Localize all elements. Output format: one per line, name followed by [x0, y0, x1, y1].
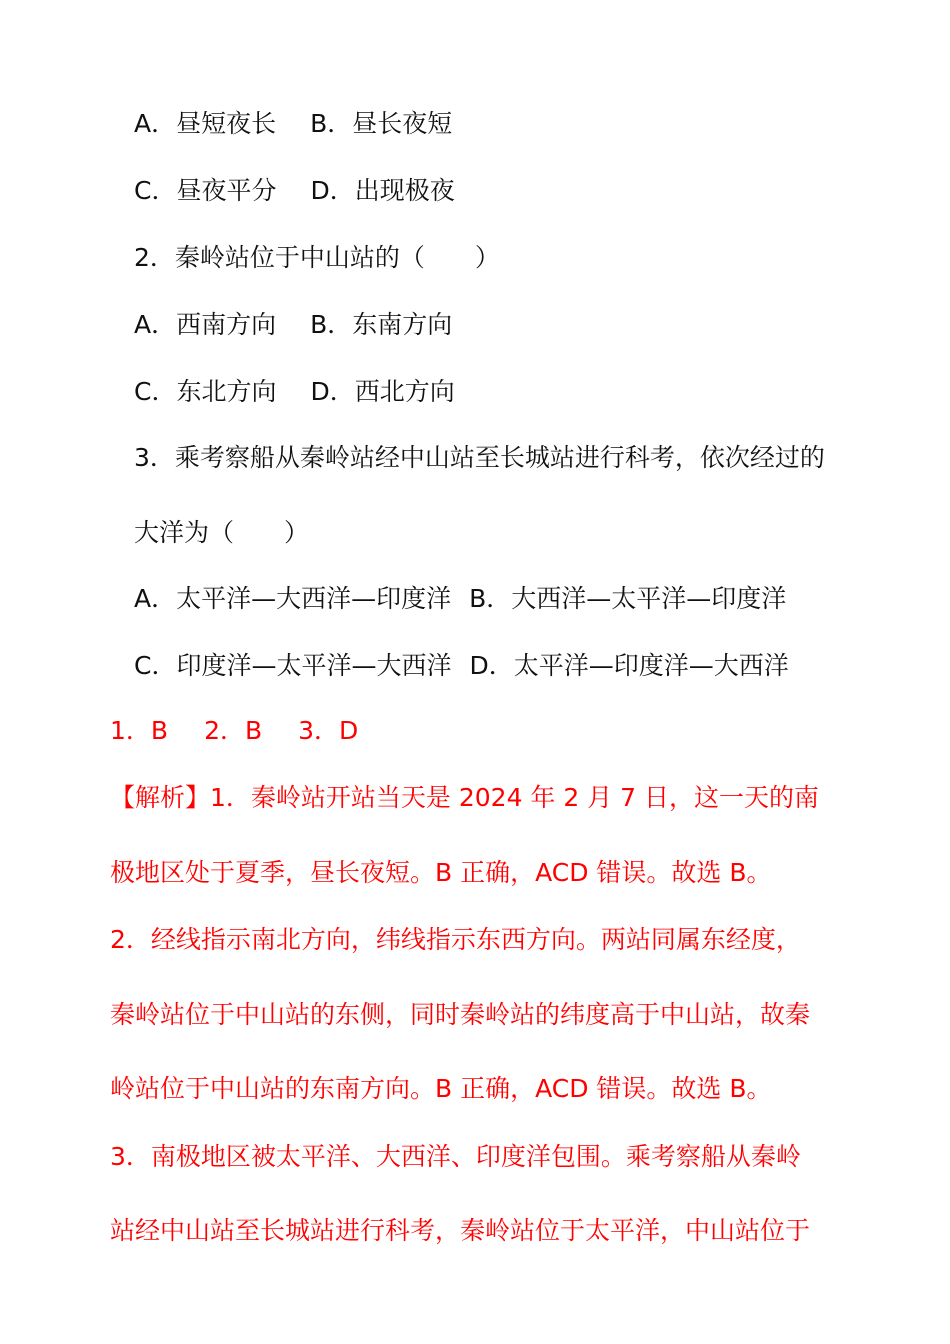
analysis-line: 3．南极地区被太平洋、大西洋、印度洋包围。乘考察船从秦岭	[110, 1142, 801, 1171]
q1-option-d: D．出现极夜	[310, 176, 455, 205]
q3-options-row1	[134, 582, 786, 616]
answer-2: 2．B	[204, 716, 263, 745]
q3-option-d: D．太平洋—印度洋—大西洋	[469, 651, 789, 680]
answer-key	[110, 714, 358, 748]
analysis-line: 极地区处于夏季，昼长夜短。B 正确，ACD 错误。故选 B。	[110, 858, 772, 887]
q3-option-b: B．大西洋—太平洋—印度洋	[469, 584, 787, 613]
q2-stem: 2．秦岭站位于中山站的（ ）	[134, 243, 500, 272]
analysis-line: 岭站位于中山站的东南方向。B 正确，ACD 错误。故选 B。	[110, 1074, 772, 1103]
analysis-line: 秦岭站位于中山站的东侧，同时秦岭站的纬度高于中山站，故秦	[110, 1000, 811, 1029]
q1-options-row2	[134, 174, 455, 208]
analysis-line: 站经中山站至长城站进行科考，秦岭站位于太平洋，中山站位于	[110, 1216, 811, 1245]
q3-stem-line2: 大洋为（ ）	[134, 518, 310, 547]
q1-option-b: B．昼长夜短	[310, 109, 453, 138]
answer-1: 1．B	[110, 716, 169, 745]
q1-option-c: C．昼夜平分	[134, 176, 277, 205]
q1-option-a: A．昼短夜长	[134, 109, 277, 138]
q3-options-row2	[134, 649, 789, 683]
q2-options-row1	[134, 308, 452, 342]
answer-3: 3．D	[298, 716, 359, 745]
analysis-line: 【解析】1．秦岭站开站当天是 2024 年 2 月 7 日，这一天的南	[110, 783, 820, 812]
q2-option-a: A．西南方向	[134, 310, 277, 339]
q2-option-d: D．西北方向	[310, 377, 455, 406]
q3-option-a: A．太平洋—大西洋—印度洋	[134, 584, 452, 613]
q2-option-c: C．东北方向	[134, 377, 277, 406]
q3-stem-line1: 3．乘考察船从秦岭站经中山站至长城站进行科考，依次经过的	[134, 443, 825, 472]
q2-option-b: B．东南方向	[310, 310, 453, 339]
q3-option-c: C．印度洋—太平洋—大西洋	[134, 651, 452, 680]
q1-options-row1	[134, 107, 452, 141]
analysis-line: 2．经线指示南北方向，纬线指示东西方向。两站同属东经度，	[110, 925, 801, 954]
q2-options-row2	[134, 375, 455, 409]
